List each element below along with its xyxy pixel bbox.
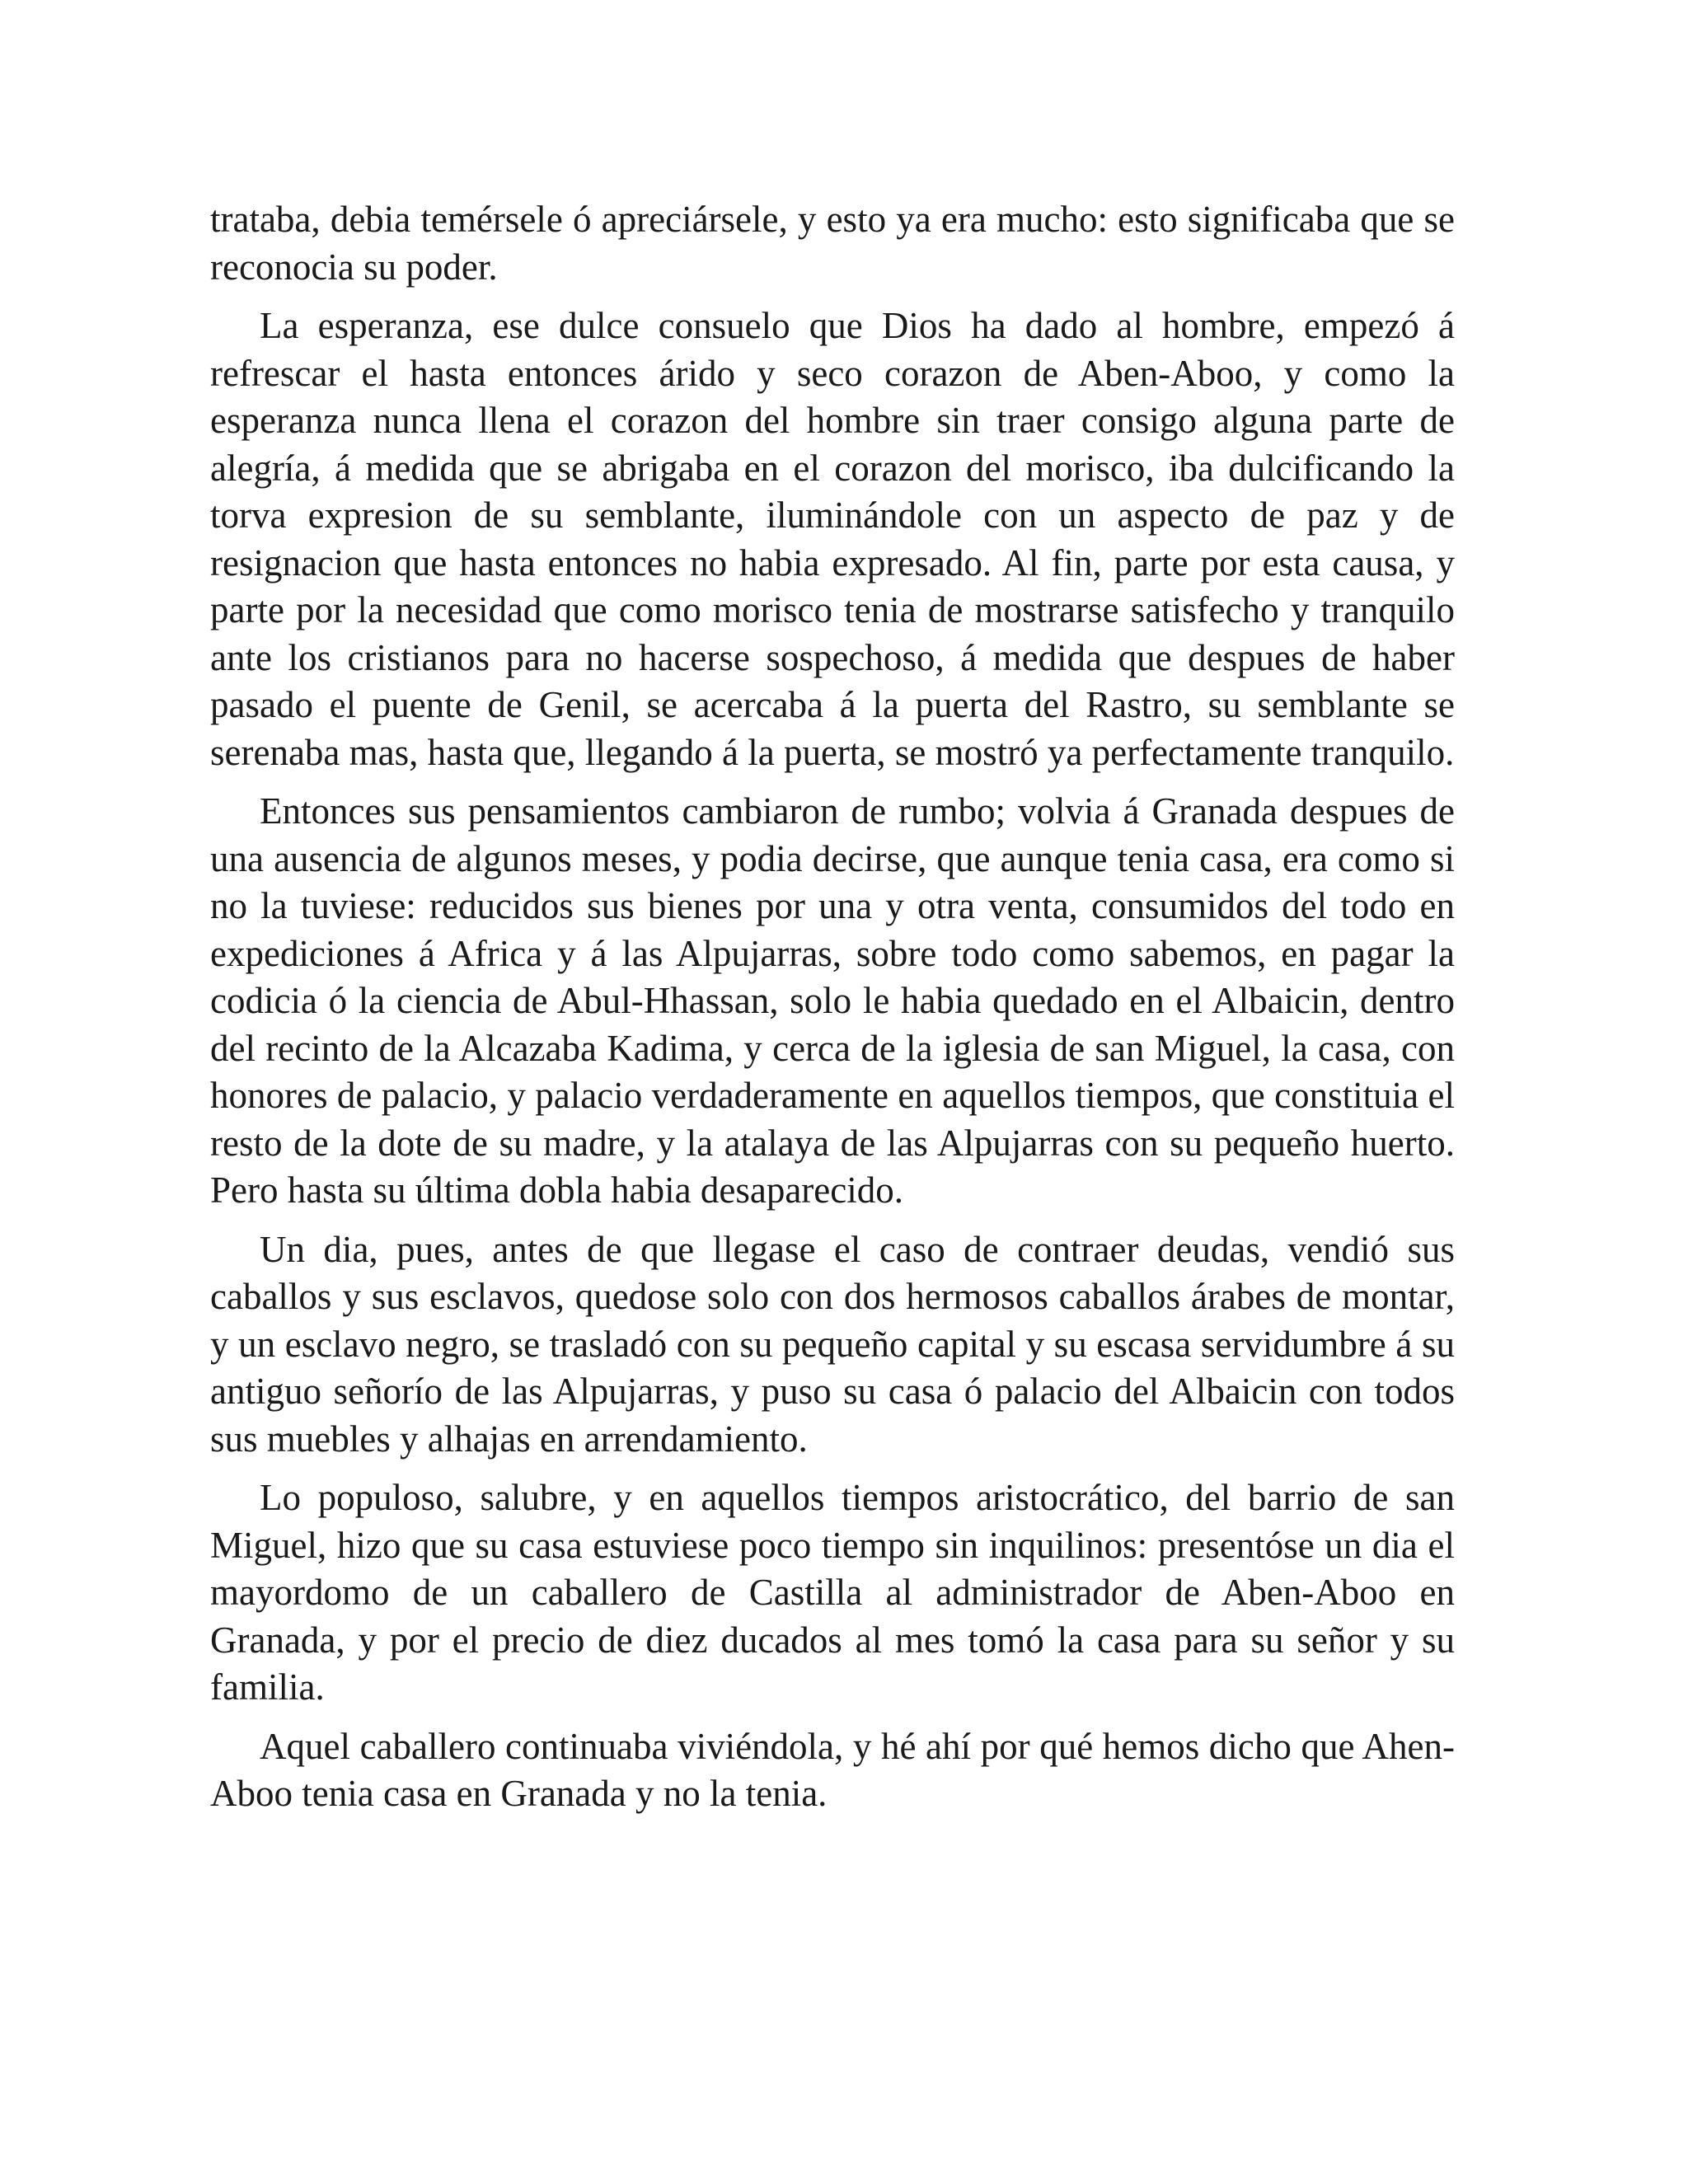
paragraph-6: Aquel caballero continuaba viviéndola, y hé ahí por qué hemos dicho que Ahen-Aboo tenia casa en Granada y no la tenia. bbox=[210, 1725, 1455, 1814]
page-body bbox=[210, 196, 1455, 1818]
paragraph-1: trataba, debia temérsele ó apreciársele, y esto ya era mucho: esto significaba que se reconocia su poder. bbox=[210, 199, 1455, 288]
paragraph-5: Lo populoso, salubre, y en aquellos tiempos aristocrático, del barrio de san Miguel, hizo que su casa estuviese poco tiempo sin inquilinos: presentóse un dia el mayordomo de un caballero de Castilla al administrador de Aben-Aboo en Granada, y por el precio de diez ducados al mes tomó la casa para su señor y su familia. bbox=[210, 1477, 1455, 1708]
paragraph-3: Entonces sus pensamientos cambiaron de rumbo; volvia á Granada despues de una ausencia de algunos meses, y podia decirse, que aunque tenia casa, era como si no la tuviese: reducidos sus bienes por una y otra venta, consumidos del todo en expediciones á Africa y á las Alpujarras, sobre todo como sabemos, en pagar la codicia ó la ciencia de Abul-Hhassan, solo le habia quedado en el Albaicin, dentro del recinto de la Alcazaba Kadima, y cerca de la iglesia de san Miguel, la casa, con honores de palacio, y palacio verdaderamente en aquellos tiempos, que constituia el resto de la dote de su madre, y la atalaya de las Alpujarras con su pequeño huerto. Pero hasta su última dobla habia desaparecido. bbox=[210, 790, 1455, 1211]
paragraph-2: La esperanza, ese dulce consuelo que Dios ha dado al hombre, empezó á refrescar el hasta entonces árido y seco corazon de Aben-Aboo, y como la esperanza nunca llena el corazon del hombre sin traer consigo alguna parte de alegría, á medida que se abrigaba en el corazon del morisco, iba dulcificando la torva expresion de su semblante, iluminándole con un aspecto de paz y de resignacion que hasta entonces no habia expresado. Al fin, parte por esta causa, y parte por la necesidad que como morisco tenia de mostrarse satisfecho y tranquilo ante los cristianos para no hacerse sospechoso, á medida que despues de haber pasado el puente de Genil, se acercaba á la puerta del Rastro, su semblante se serenaba mas, hasta que, llegando á la puerta, se mostró ya perfectamente tranquilo. bbox=[210, 305, 1455, 773]
paragraph-4: Un dia, pues, antes de que llegase el caso de contraer deudas, vendió sus caballos y sus esclavos, quedose solo con dos hermosos caballos árabes de montar, y un esclavo negro, se trasladó con su pequeño capital y su escasa servidumbre á su antiguo señorío de las Alpujarras, y puso su casa ó palacio del Albaicin con todos sus muebles y alhajas en arrendamiento. bbox=[210, 1228, 1455, 1460]
